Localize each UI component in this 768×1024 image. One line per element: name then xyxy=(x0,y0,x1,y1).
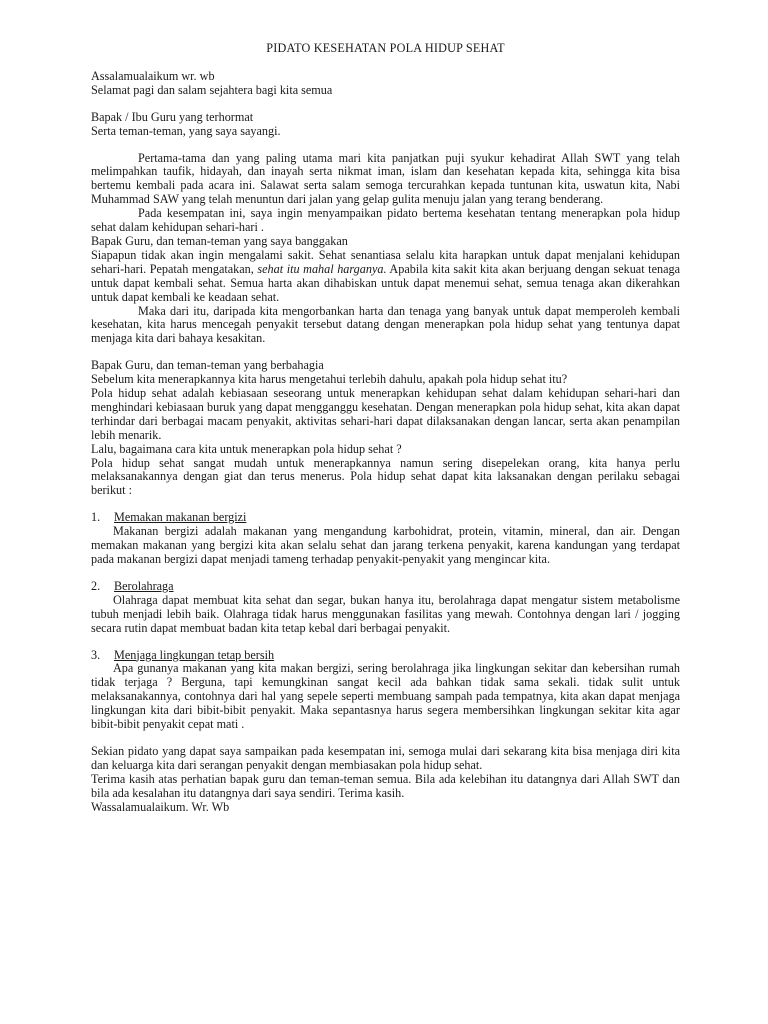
document-title: PIDATO KESEHATAN POLA HIDUP SEHAT xyxy=(266,41,505,55)
section-heading xyxy=(91,580,680,594)
section-number: 1. xyxy=(91,510,101,525)
address-friends: Serta teman-teman, yang saya sayangi. xyxy=(91,123,281,138)
paragraph-opening: Pertama-tama dan yang paling utama mari kita panjatkan puji syukur kehadirat Allah SWT yang telah melimpahkan taufik, hidayah, dan inayah serta nikmat iman, islam dan kesehatan kepada kita, sehingga kita bisa bertemu kembali pada acara ini. Salawat serta salam semoga tercurahkan kepada tuntunan kita, uswatun kita, Nabi Muhammad SAW yang telah menuntun dari jalan yang gelap gulita menuju jalan yang terang benderang. xyxy=(91,150,680,207)
greeting-salam: Assalamualaikum wr. wb xyxy=(91,68,215,83)
paragraph-how: Lalu, bagaimana cara kita untuk menerapkan pola hidup sehat ? xyxy=(91,441,402,456)
paragraph-sacrifice: Maka dari itu, daripada kita mengorbankan harta dan tenaga yang banyak untuk dapat memperoleh kembali kesehatan, kita harus mencegah penyakit tersebut datang dengan menerapkan pola hidup sehat yang tentunya dapat menjaga kita dari bahaya kesakitan. xyxy=(91,303,680,346)
section-title: Memakan makanan bergizi xyxy=(114,510,247,525)
paragraph-health xyxy=(91,249,680,305)
address-proud: Bapak Guru, dan teman-teman yang saya banggakan xyxy=(91,233,348,248)
section-body: Olahraga dapat membuat kita sehat dan segar, bukan hanya itu, berolahraga dapat mengatur sistem metabolisme tubuh menjadi lebih baik. Olahraga tidak harus menggunakan fasilitas yang mewah. Contohnya dengan lari / jogging secara rutin dapat membuat badan kita tetap kebal dari berbagai penyakit. xyxy=(91,592,680,635)
address-teachers: Bapak / Ibu Guru yang terhormat xyxy=(91,109,254,124)
section-body: Makanan bergizi adalah makanan yang mengandung karbohidrat, protein, vitamin, mineral, dan air. Dengan memakan makanan yang bergizi kita akan selalu sehat dan jarang terkena penyakit, karena kandungan yang terdapat pada makanan bergizi dapat menjadi tameng terhadap penyakit-penyakit yang mengincar kita. xyxy=(91,524,680,566)
paragraph-definition: Pola hidup sehat adalah kebiasaan seseorang untuk menerapkan kehidupan sehat dalam kehidupan sehari-hari dan menghindari kebiasaan buruk yang dapat mengganggu kesehatan. Dengan menerapkan pola hidup sehat, kita akan dapat terhindar dari berbagai macam penyakit, aktivitas sehari-hari dapat dilaksanakan dengan lancar, serta akan penampilan lebih menarik. xyxy=(91,386,680,442)
section-body: Apa gunanya makanan yang kita makan bergizi, sering berolahraga jika lingkungan sekitar dan kebersihan rumah tidak terjaga ? Berguna, tapi kemungkinan sangat kecil ada bahkan tidak sama sekali. tidak sulit untuk melaksanakannya, contohnya dari hal yang sepele seperti membuang sampah pada tempatnya, kita akan dapat menjaga lingkungan kita dari bibit-bibit penyakit. Maka sepantasnya harus segera membersihkan lingkungan sekitar kita agar bibit-bibit penyakit cepat mati . xyxy=(91,661,680,732)
health-text-a: Siapapun tidak akan ingin mengalami sakit. Sehat senantiasa selalu kita harapkan untuk dapat menjalani kehidupan sehari-hari. Pepatah mengatakan, xyxy=(91,247,680,276)
section-title: Berolahraga xyxy=(114,578,174,593)
paragraph-thanks: Terima kasih atas perhatian bapak guru dan teman-teman semua. Bila ada kelebihan itu datangnya dari Allah SWT dan bila ada kesalahan itu datangnya dari saya sendiri. Terima kasih. xyxy=(91,771,680,800)
section-title: Menjaga lingkungan tetap bersih xyxy=(114,647,275,662)
section-heading xyxy=(91,649,680,663)
section-exercise xyxy=(91,580,680,636)
health-proverb: sehat itu mahal harganya. xyxy=(257,261,387,276)
paragraph-question: Sebelum kita menerapkannya kita harus mengetahui terlebih dahulu, apakah pola hidup sehat itu? xyxy=(91,372,568,387)
section-heading xyxy=(91,511,680,525)
section-number: 3. xyxy=(91,647,101,662)
paragraph-theme: Pada kesempatan ini, saya ingin menyampaikan pidato bertema kesehatan tentang menerapkan pola hidup sehat dalam kehidupan sehari-hari . xyxy=(91,206,680,235)
section-nutrition xyxy=(91,511,680,567)
paragraph-easy: Pola hidup sehat sangat mudah untuk menerapkannya namun sering disepelekan orang, kita hanya perlu melaksanakannya dengan giat dan terus menerus. Pola hidup sehat dapat kita laksanakan dengan perilaku sebagai berikut : xyxy=(91,455,680,498)
section-number: 2. xyxy=(91,578,101,593)
paragraph-closing: Sekian pidato yang dapat saya sampaikan pada kesempatan ini, semoga mulai dari sekarang kita bisa menjaga diri kita dan keluarga kita dari serangan penyakit dengan membiasakan pola hidup sehat. xyxy=(91,743,680,772)
farewell: Wassalamualaikum. Wr. Wb xyxy=(91,799,230,814)
section-clean-environment xyxy=(91,649,680,732)
address-happy: Bapak Guru, dan teman-teman yang berbahagia xyxy=(91,358,324,373)
greeting-morning: Selamat pagi dan salam sejahtera bagi kita semua xyxy=(91,82,333,97)
health-text-b: Apabila kita sakit kita akan berjuang dengan sekuat tenaga untuk dapat kembali sehat. Semua harta akan dihabiskan untuk dapat menemui sehat, semua tenaga akan dikerahkan untuk dapat kembali ke keadaan sehat. xyxy=(91,261,680,304)
